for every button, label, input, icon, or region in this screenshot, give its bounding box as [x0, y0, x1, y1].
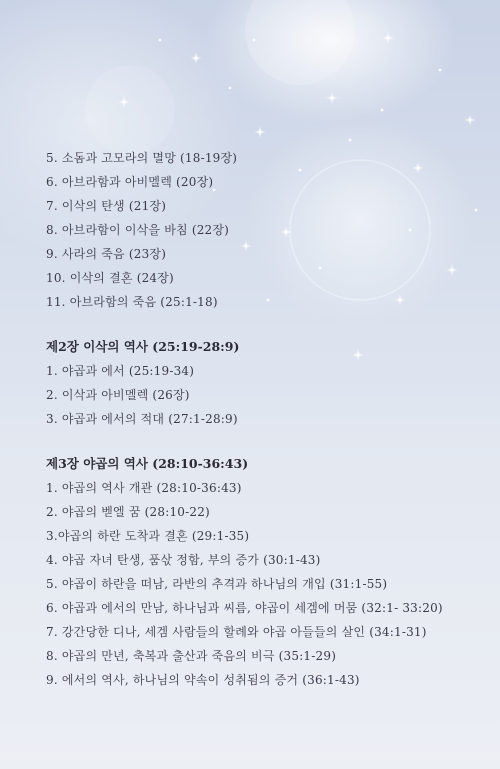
toc-item: 9. 사라의 죽음 (23장) — [46, 247, 167, 261]
toc-item: 6. 아브라함과 아비멜렉 (20장) — [46, 175, 214, 189]
chapter-heading: 제3장 야곱의 역사 (28:10-36:43) — [46, 456, 249, 471]
toc-item: 3.야곱의 하란 도착과 결혼 (29:1-35) — [46, 529, 250, 543]
toc-item: 5. 소돔과 고모라의 멸망 (18-19장) — [46, 151, 238, 165]
toc-section-chapter-2 — [46, 335, 486, 431]
toc-item: 8. 야곱의 만년, 축복과 출산과 죽음의 비극 (35:1-29) — [46, 649, 337, 663]
toc-item: 8. 아브라함이 이삭을 바침 (22장) — [46, 223, 230, 237]
toc-item: 2. 이삭과 아비멜렉 (26장) — [46, 388, 190, 402]
toc-item: 4. 야곱 자녀 탄생, 품삯 정함, 부의 증가 (30:1-43) — [46, 553, 321, 567]
toc-item: 7. 이삭의 탄생 (21장) — [46, 199, 167, 213]
toc-section-chapter-3 — [46, 452, 486, 692]
toc-item: 5. 야곱이 하란을 떠남, 라반의 추격과 하나님의 개입 (31:1-55) — [46, 577, 388, 591]
toc-item: 2. 야곱의 벧엘 꿈 (28:10-22) — [46, 505, 210, 519]
toc-item: 7. 강간당한 디나, 세겜 사람들의 할례와 야곱 아들들의 살인 (34:1-31) — [46, 625, 427, 639]
toc-item: 9. 에서의 역사, 하나님의 약속이 성취됨의 증거 (36:1-43) — [46, 673, 360, 687]
table-of-contents — [46, 146, 486, 692]
chapter-heading: 제2장 이삭의 역사 (25:19-28:9) — [46, 339, 240, 354]
toc-item: 1. 야곱과 에서 (25:19-34) — [46, 364, 195, 378]
toc-item: 11. 아브라함의 죽음 (25:1-18) — [46, 295, 218, 309]
toc-item: 6. 야곱과 에서의 만남, 하나님과 씨름, 야곱이 세겜에 머뭄 (32:1- 33:20) — [46, 601, 443, 615]
toc-section-continued — [46, 146, 486, 314]
toc-item: 1. 야곱의 역사 개관 (28:10-36:43) — [46, 481, 242, 495]
toc-item: 10. 이삭의 결혼 (24장) — [46, 271, 174, 285]
toc-item: 3. 야곱과 에서의 적대 (27:1-28:9) — [46, 412, 238, 426]
